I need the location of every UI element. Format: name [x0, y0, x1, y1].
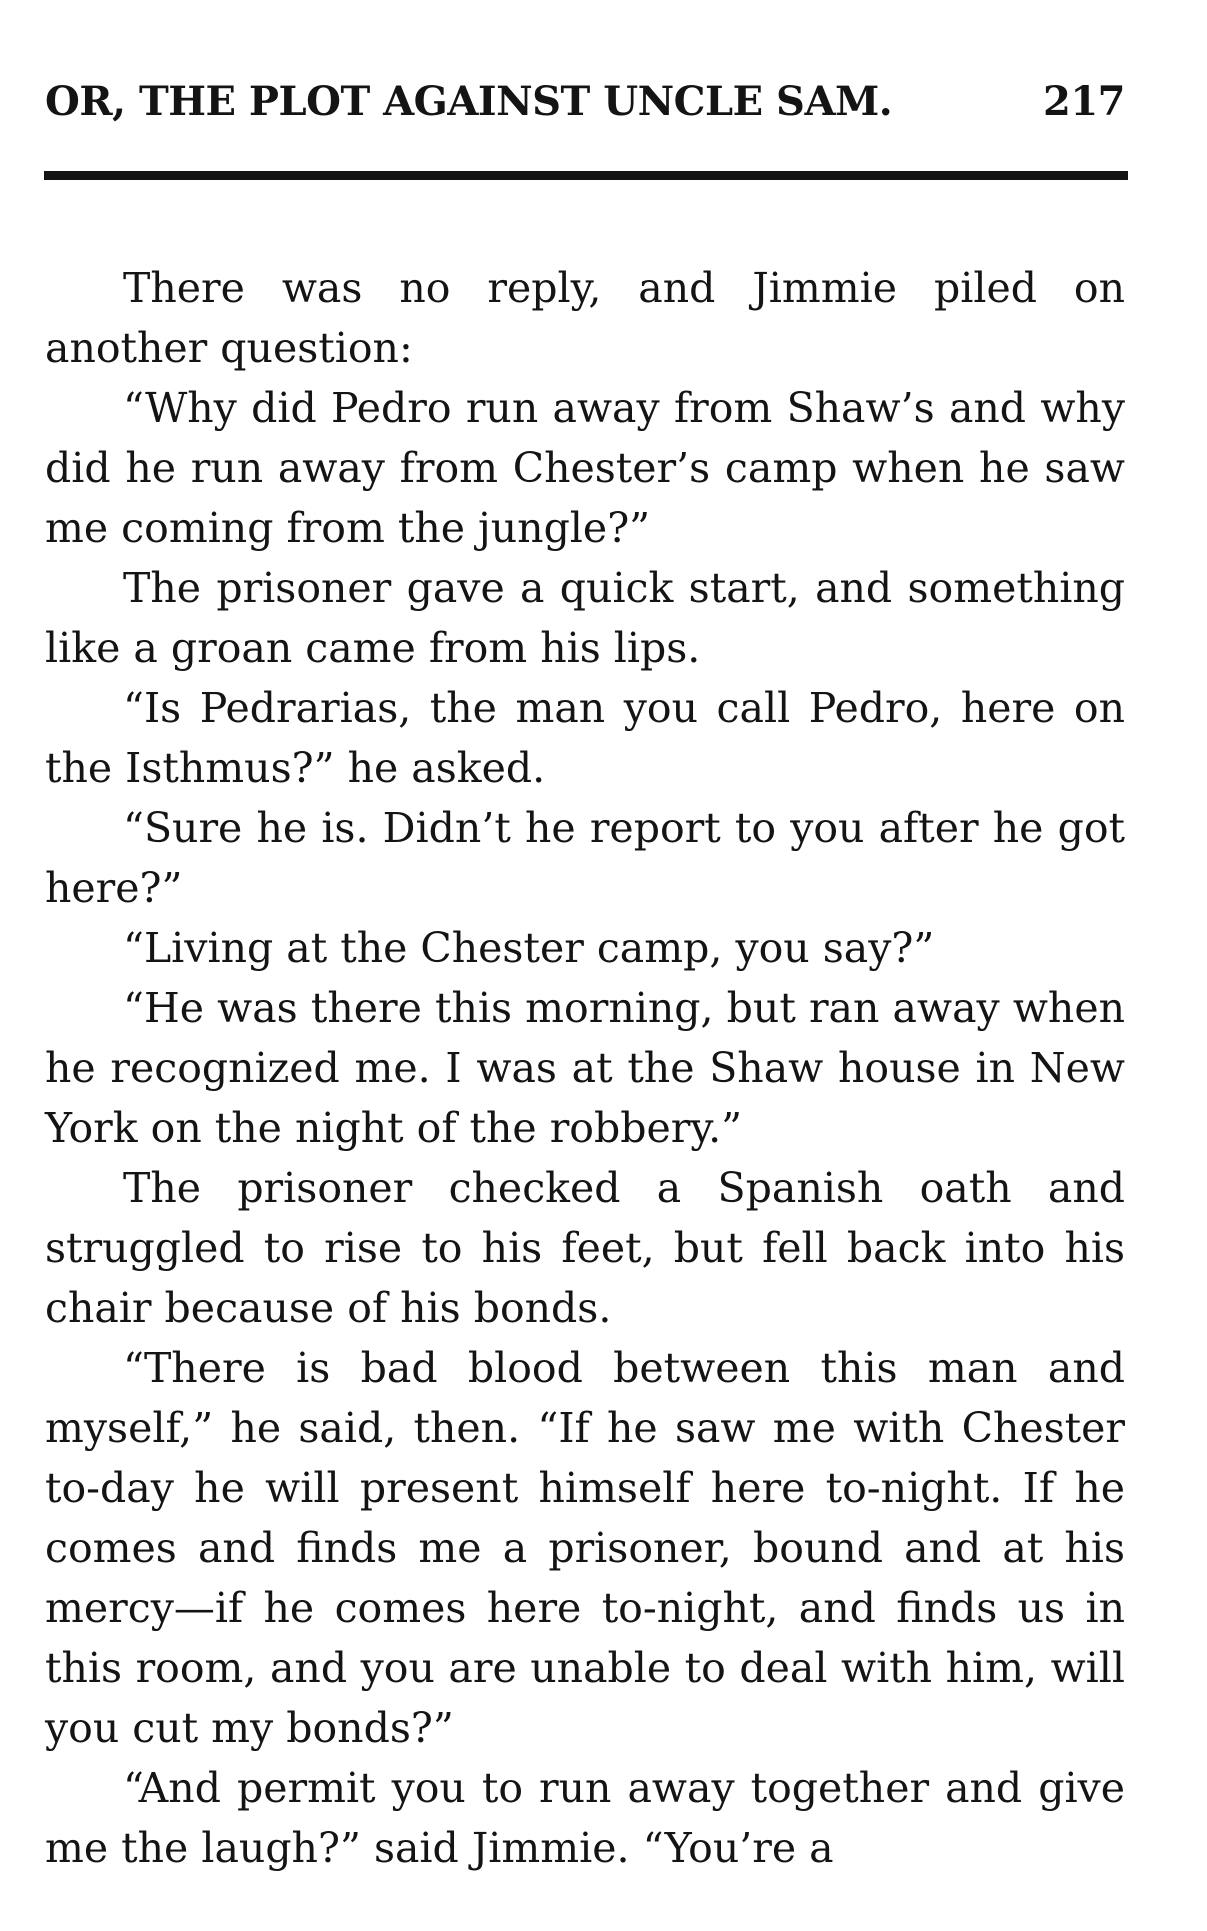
paragraph: “Living at the Chester camp, you say?” — [123, 924, 935, 972]
paragraph: “And permit you to run away together and give me the laugh?” said Jimmie. “You’re a — [45, 1764, 1125, 1872]
paragraph: “Is Pedrarias, the man you call Pedro, here on the Isthmus?” he asked. — [45, 684, 1125, 792]
paragraph: The prisoner checked a Spanish oath and struggled to rise to his feet, but fell back into his chair because of his bonds. — [45, 1164, 1125, 1332]
paragraph: “He was there this morning, but ran away when he recognized me. I was at the Shaw house in New York on the night of the robbery.” — [45, 984, 1125, 1152]
running-head-title: OR, THE PLOT AGAINST UNCLE SAM. — [45, 78, 893, 125]
page-number: 217 — [1043, 78, 1125, 125]
paragraph: “Sure he is. Didn’t he report to you after he got here?” — [45, 804, 1125, 912]
paragraph: The prisoner gave a quick start, and something like a groan came from his lips. — [45, 564, 1125, 672]
running-head — [45, 78, 1125, 138]
body-text — [45, 258, 1125, 1878]
paragraph: “There is bad blood between this man and myself,” he said, then. “If he saw me with Chester to-day he will present himself here to-night. If he comes and finds me a prisoner, bound and at his mercy—if he comes here to-night, and finds us in this room, and you are unable to deal with him, will you cut my bonds?” — [45, 1344, 1125, 1752]
header-rule — [44, 171, 1128, 180]
paragraph: There was no reply, and Jimmie piled on another question: — [45, 264, 1125, 372]
paragraph: “Why did Pedro run away from Shaw’s and why did he run away from Chester’s camp when he saw me coming from the jungle?” — [45, 384, 1125, 552]
